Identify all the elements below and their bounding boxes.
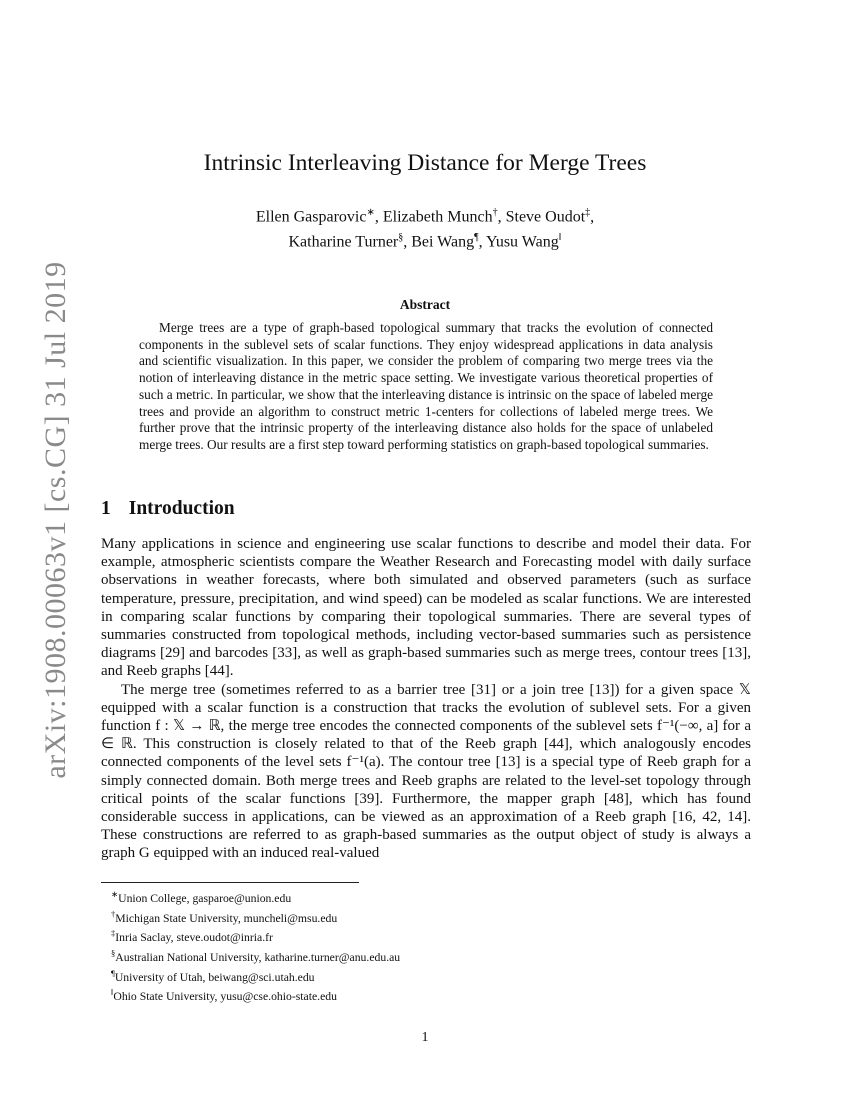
- section-number: 1: [101, 498, 111, 519]
- section-title: Introduction: [128, 498, 235, 519]
- footnote-mark: §: [111, 948, 116, 959]
- footnote-mark: ¶: [111, 967, 115, 978]
- page-number: 1: [421, 1030, 429, 1045]
- footnote-mark: †: [111, 908, 116, 919]
- author-name: Steve Oudot: [505, 208, 586, 226]
- section-heading: [101, 498, 235, 520]
- paper-title: Intrinsic Interleaving Distance for Merge Trees: [203, 150, 647, 176]
- body-text: [101, 535, 751, 863]
- footnote-text: Inria Saclay, steve.oudot@inria.fr: [115, 931, 273, 945]
- footnote: [111, 946, 400, 966]
- footnote-divider: [101, 882, 359, 883]
- author-mark: ‖: [558, 232, 562, 244]
- footnote: [111, 985, 400, 1005]
- abstract-heading: Abstract: [399, 297, 451, 312]
- footnote-mark: ‡: [111, 928, 116, 939]
- footnote: [111, 926, 400, 946]
- footnote: [111, 966, 400, 986]
- paragraph: The merge tree (sometimes referred to as a barrier tree [31] or a join tree [13]) for a given space 𝕏 equipped with a scalar function is a construction that tracks the evolution of sublevel sets. For a given function f : 𝕏 → ℝ, the merge tree encodes the connected components of the sublevel sets f⁻¹(−∞, a] for a ∈ ℝ. This construction is closely related to that of the Reeb graph [44], which analogously encodes connected components of the level sets f⁻¹(a). The contour tree [13] is a special type of Reeb graph for a simply connected domain. Both merge trees and Reeb graphs are related to the level-set topology through critical points of the scalar functions [39]. Furthermore, the mapper graph [48], which has found considerable success in applications, can be viewed as an approximation of a Reeb graph [16, 42, 14]. These constructions are referred to as graph-based summaries as the output object of study is always a graph G equipped with an induced real-valued: [101, 681, 751, 862]
- author-list: [0, 202, 850, 253]
- footnote-mark: ‖: [111, 987, 114, 998]
- footnote: [111, 907, 400, 927]
- footnotes: [111, 887, 400, 1005]
- author-name: Ellen Gasparovic: [255, 208, 367, 226]
- author-line-1: Ellen Gasparovic∗, Elizabeth Munch†, Steve Oudot‡,: [255, 207, 595, 226]
- author-name: Katharine Turner: [288, 233, 399, 251]
- footnote-text: Michigan State University, muncheli@msu.edu: [115, 911, 338, 925]
- footnote-text: Australian National University, katharine.turner@anu.edu.au: [115, 950, 401, 964]
- author-mark: §: [398, 232, 404, 244]
- author-mark: †: [492, 207, 498, 218]
- footnote-mark: ∗: [111, 889, 119, 899]
- footnote-text: Ohio State University, yusu@cse.ohio-state.edu: [113, 990, 337, 1004]
- footnote-text: University of Utah, beiwang@sci.utah.edu: [114, 970, 315, 984]
- author-mark: ¶: [474, 232, 479, 244]
- footnote: [111, 887, 400, 907]
- footnote-text: Union College, gasparoe@union.edu: [118, 891, 292, 905]
- author-name: Elizabeth Munch: [382, 208, 493, 226]
- author-mark: ‡: [585, 207, 591, 218]
- paragraph: Many applications in science and engineering use scalar functions to describe and model their data. For example, atmospheric scientists compare the Weather Research and Forecasting model with daily surface observations in weather forecasts, where both simulated and observed parameters (such as surface temperature, pressure, precipitation, and wind speed) can be modeled as scalar functions. We are interested in comparing scalar functions by comparing their topological summaries. There are several types of summaries constructed from topological methods, including vector-based summaries such as persistence diagrams [29] and barcodes [33], as well as graph-based summaries such as merge trees, contour trees [13], and Reeb graphs [44].: [101, 536, 751, 680]
- author-name: Yusu Wang: [486, 233, 559, 251]
- abstract-text: Merge trees are a type of graph-based topological summary that tracks the evolution of connected components in the sublevel sets of scalar functions. They enjoy widespread applications in data analysis and scientific visualization. In this paper, we consider the problem of comparing two merge trees via the notion of interleaving distance in the metric space setting. We investigate various theoretical properties of such a metric. In particular, we show that the interleaving distance is intrinsic on the space of labeled merge trees and provide an algorithm to construct metric 1-centers for collections of labeled merge trees. We further prove that the intrinsic property of the interleaving distance also holds for the space of unlabeled merge trees. Our results are a first step toward performing statistics on graph-based topological summaries.: [139, 320, 713, 452]
- author-line-2: Katharine Turner§, Bei Wang¶, Yusu Wang‖: [288, 232, 562, 251]
- arxiv-identifier: arXiv:1908.00063v1 [cs.CG] 31 Jul 2019: [39, 261, 72, 779]
- author-mark: ∗: [366, 207, 375, 218]
- author-name: Bei Wang: [411, 233, 475, 251]
